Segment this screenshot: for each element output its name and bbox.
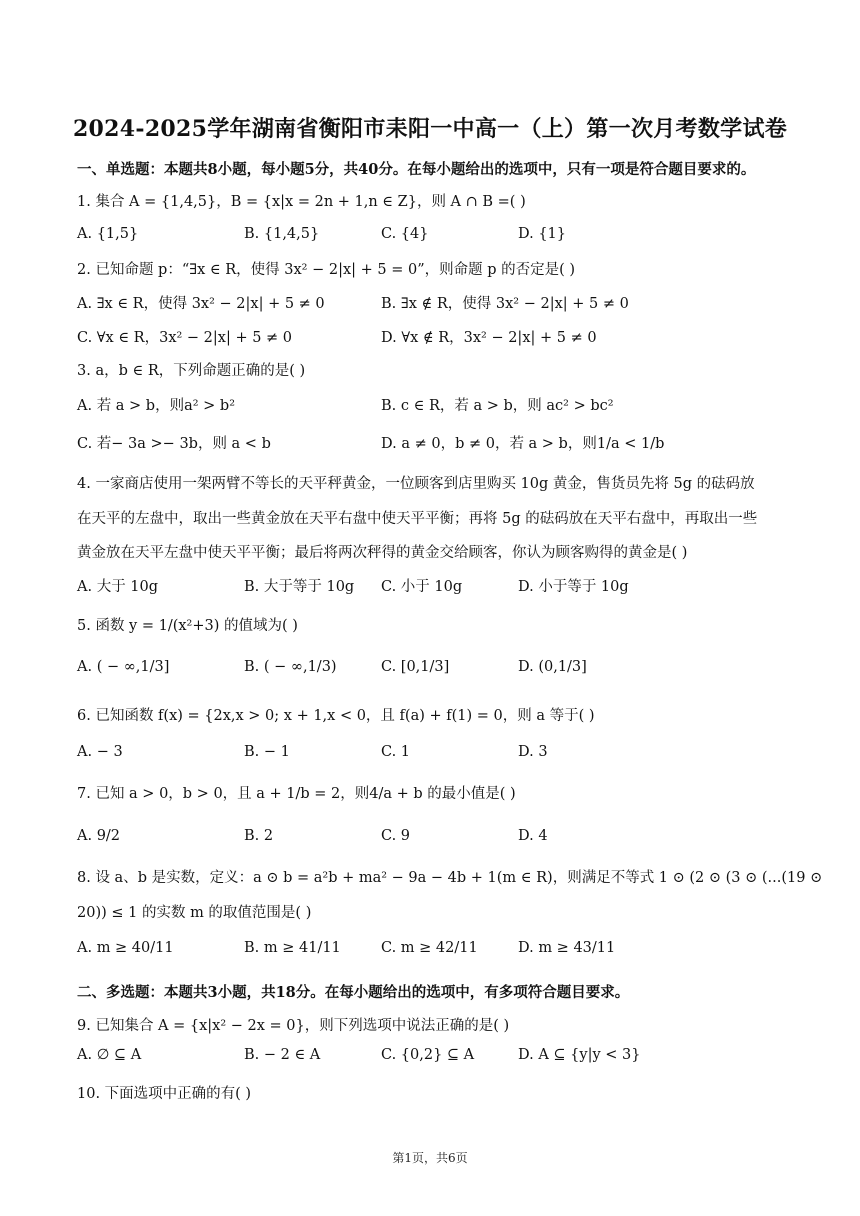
question-6-option-a: A. − 3	[77, 744, 123, 760]
question-1-stem: 1. 集合 A = {1,4,5}，B = {x|x = 2n + 1,n ∈ Z}，则 A ∩ B =( )	[77, 194, 526, 210]
question-3-option-b: B. c ∈ R，若 a > b，则 ac² > bc²	[381, 398, 614, 414]
section-header-single-choice: 一、单选题：本题共8小题，每小题5分，共40分。在每小题给出的选项中，只有一项是符合题目要求的。	[77, 161, 756, 178]
question-8-stem-line-2: 20)) ≤ 1 的实数 m 的取值范围是( )	[77, 905, 312, 921]
question-2-option-a: A. ∃x ∈ R，使得 3x² − 2|x| + 5 ≠ 0	[77, 296, 325, 312]
question-4-stem-line-1: 4. 一家商店使用一架两臂不等长的天平秤黄金，一位顾客到店里购买 10g 黄金，售货员先将 5g 的砝码放	[77, 476, 755, 492]
question-8-option-c: C. m ≥ 42/11	[381, 940, 478, 956]
question-10-stem: 10. 下面选项中正确的有( )	[77, 1086, 252, 1102]
question-1-option-d: D. {1}	[518, 226, 567, 242]
question-6-stem: 6. 已知函数 f(x) = {2x,x > 0; x + 1,x < 0，且 f(a) + f(1) = 0，则 a 等于( )	[77, 708, 595, 724]
question-9-option-b: B. − 2 ∈ A	[244, 1047, 321, 1063]
question-5-option-b: B. ( − ∞,1/3)	[244, 659, 337, 675]
question-8-stem-line-1: 8. 设 a、b 是实数，定义：a ⊙ b = a²b + ma² − 9a − 4b + 1(m ∈ R)，则满足不等式 1 ⊙ (2 ⊙ (3 ⊙ (...(19 ⊙	[77, 870, 823, 886]
question-5-option-c: C. [0,1/3]	[381, 659, 450, 675]
question-6-option-c: C. 1	[381, 744, 411, 760]
question-4-option-b: B. 大于等于 10g	[244, 579, 355, 595]
question-8-option-d: D. m ≥ 43/11	[518, 940, 616, 956]
question-1-option-b: B. {1,4,5}	[244, 226, 320, 242]
question-2-stem: 2. 已知命题 p：“∃x ∈ R，使得 3x² − 2|x| + 5 = 0”，则命题 p 的否定是( )	[77, 262, 576, 278]
question-7-option-a: A. 9/2	[77, 828, 121, 844]
question-9-option-d: D. A ⊆ {y|y < 3}	[518, 1047, 641, 1063]
question-2-option-b: B. ∃x ∉ R，使得 3x² − 2|x| + 5 ≠ 0	[381, 296, 629, 312]
question-3-option-a: A. 若 a > b，则a² > b²	[77, 398, 236, 414]
question-5-stem: 5. 函数 y = 1/(x²+3) 的值域为( )	[77, 618, 298, 634]
question-4-stem-line-3: 黄金放在天平左盘中使天平平衡；最后将两次秤得的黄金交给顾客，你认为顾客购得的黄金是( )	[77, 545, 688, 561]
section-header-multi-choice: 二、多选题：本题共3小题，共18分。在每小题给出的选项中，有多项符合题目要求。	[77, 984, 630, 1001]
question-3-option-c: C. 若− 3a >− 3b，则 a < b	[77, 436, 271, 452]
page-footer: 第1页，共6页	[392, 1151, 468, 1165]
question-9-stem: 9. 已知集合 A = {x|x² − 2x = 0}，则下列选项中说法正确的是( )	[77, 1018, 510, 1034]
question-9-option-c: C. {0,2} ⊆ A	[381, 1047, 475, 1063]
question-6-option-d: D. 3	[518, 744, 548, 760]
question-1-option-a: A. {1,5}	[77, 226, 139, 242]
question-7-option-b: B. 2	[244, 828, 274, 844]
question-5-option-d: D. (0,1/3]	[518, 659, 587, 675]
question-4-option-d: D. 小于等于 10g	[518, 579, 629, 595]
question-4-stem-line-2: 在天平的左盘中，取出一些黄金放在天平右盘中使天平平衡；再将 5g 的砝码放在天平右盘中，再取出一些	[77, 511, 758, 527]
question-8-option-b: B. m ≥ 41/11	[244, 940, 341, 956]
question-3-option-d: D. a ≠ 0，b ≠ 0，若 a > b，则1/a < 1/b	[381, 436, 665, 452]
question-9-option-a: A. ∅ ⊆ A	[77, 1047, 142, 1063]
question-4-option-c: C. 小于 10g	[381, 579, 463, 595]
question-6-option-b: B. − 1	[244, 744, 290, 760]
page-title: 2024-2025学年湖南省衡阳市耒阳一中高一（上）第一次月考数学试卷	[72, 116, 788, 142]
question-7-stem: 7. 已知 a > 0，b > 0，且 a + 1/b = 2，则4/a + b 的最小值是( )	[77, 786, 516, 802]
question-8-option-a: A. m ≥ 40/11	[77, 940, 174, 956]
question-2-option-c: C. ∀x ∈ R，3x² − 2|x| + 5 ≠ 0	[77, 330, 293, 346]
question-1-option-c: C. {4}	[381, 226, 429, 242]
question-4-option-a: A. 大于 10g	[77, 579, 159, 595]
question-7-option-d: D. 4	[518, 828, 548, 844]
question-5-option-a: A. ( − ∞,1/3]	[77, 659, 170, 675]
question-7-option-c: C. 9	[381, 828, 411, 844]
question-2-option-d: D. ∀x ∉ R，3x² − 2|x| + 5 ≠ 0	[381, 330, 597, 346]
question-3-stem: 3. a，b ∈ R，下列命题正确的是( )	[77, 363, 306, 379]
